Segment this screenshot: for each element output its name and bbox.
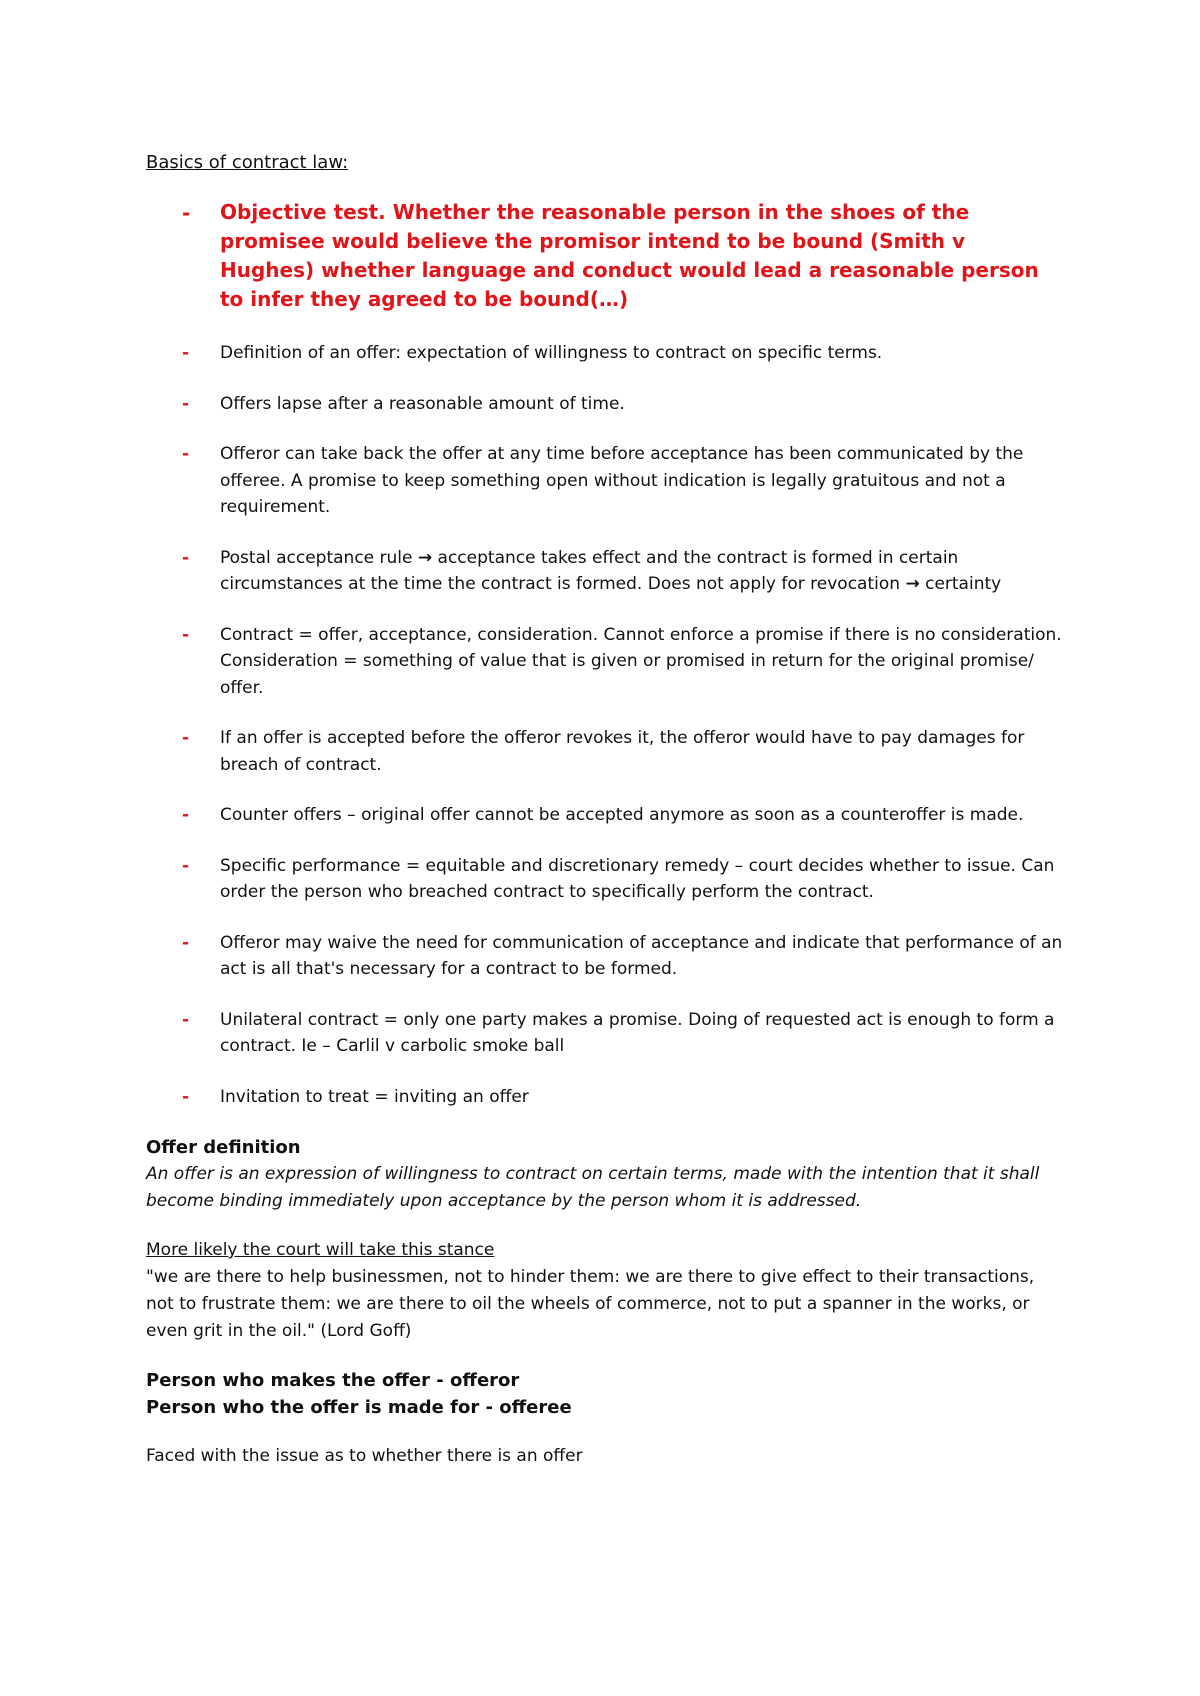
section-subheading: More likely the court will take this stance: [146, 1240, 495, 1260]
list-item-text: Counter offers – original offer cannot be accepted anymore as soon as a counteroffer is made.: [220, 805, 1024, 825]
list-item-text: Contract = offer, acceptance, consideration. Cannot enforce a promise if there is no consideration. Consideration = something of value that is given or promised in return for the original promise/ offer.: [220, 624, 1062, 698]
list-item-text: Invitation to treat = inviting an offer: [220, 1086, 529, 1107]
list-item-waive-communication: [146, 930, 1066, 983]
list-item-damages: [146, 725, 1066, 778]
list-item-text: Unilateral contract = only one party makes a promise. Doing of requested act is enough to form a contract. Ie – Carlil v carbolic smoke ball: [220, 1009, 1055, 1056]
bullet-dash: -: [182, 547, 190, 568]
offeror-line: Person who makes the offer - offeror: [146, 1370, 520, 1391]
list-item-text: Definition of an offer: expectation of willingness to contract on specific terms.: [220, 343, 883, 363]
list-item-specific-performance: [146, 853, 1066, 906]
arrow-right-icon: →: [417, 547, 433, 568]
bullet-dash: -: [182, 343, 190, 363]
bullet-dash: -: [182, 201, 191, 225]
list-item-text-part: certainty: [919, 574, 1002, 594]
list-item-counter-offers: [146, 802, 1066, 829]
bullet-dash: -: [182, 1009, 190, 1030]
offeree-line: Person who the offer is made for - offeree: [146, 1397, 572, 1418]
arrow-right-icon: →: [905, 574, 920, 594]
bullet-dash: -: [182, 932, 190, 953]
list-item-offer-definition: [146, 340, 1066, 367]
list-item-text: Offeror may waive the need for communication of acceptance and indicate that performance of an act is all that's necessary for a contract to be formed.: [220, 932, 1063, 979]
bullet-dash: -: [182, 393, 190, 414]
list-item-offeror-revoke: [146, 441, 1066, 521]
quote-text: "we are there to help businessmen, not to hinder them: we are there to give effect to their transactions, not to frustrate them: we are there to oil the wheels of commerce, not to put a spanner in the works, or even grit in the oil." (Lord Goff): [146, 1267, 1035, 1341]
list-item-text: Specific performance = equitable and discretionary remedy – court decides whether to issue. Can order the person who breached contract to specifically perform the contract.: [220, 855, 1055, 902]
list-item-text: If an offer is accepted before the offeror revokes it, the offeror would have to pay damages for breach of contract.: [220, 728, 1025, 775]
roles-section: [146, 1367, 1066, 1421]
court-stance-section: [146, 1237, 1066, 1345]
list-item-invitation-to-treat: [146, 1084, 1066, 1111]
list-item-text-part: acceptance takes effect and the contract is formed in certain circumstances at the time the contract is formed. Does not apply for revocation: [220, 547, 959, 594]
page-title: Basics of contract law:: [146, 152, 349, 173]
list-item-contract-elements: [146, 622, 1066, 702]
bullet-dash: -: [182, 805, 190, 825]
closing-text: Faced with the issue as to whether there is an offer: [146, 1446, 583, 1466]
bullet-dash: -: [182, 624, 190, 645]
bullet-list: [146, 198, 1066, 1110]
bullet-dash: -: [182, 1086, 190, 1107]
list-item-objective-test: [146, 198, 1066, 314]
list-item-postal-rule: [146, 545, 1066, 598]
bullet-dash: -: [182, 444, 190, 464]
offer-definition-section: [146, 1134, 1066, 1215]
bullet-dash: -: [182, 855, 190, 876]
list-item-offers-lapse: [146, 391, 1066, 418]
list-item-unilateral-contract: [146, 1007, 1066, 1060]
bullet-dash: -: [182, 728, 190, 748]
list-item-text-part: Postal acceptance rule: [220, 547, 418, 568]
list-item-text: Offeror can take back the offer at any time before acceptance has been communicated by the offeree. A promise to keep something open without indication is legally gratuitous and not a requirement.: [220, 444, 1024, 517]
definition-text: An offer is an expression of willingness to contract on certain terms, made with the intention that it shall become binding immediately upon acceptance by the person whom it is addressed.: [146, 1164, 1040, 1211]
section-heading: Offer definition: [146, 1137, 301, 1158]
document-body: [146, 150, 1066, 1470]
list-item-text: Objective test. Whether the reasonable person in the shoes of the promisee would believe the promisor intend to be bound (Smith v Hughes) whether language and conduct would lead a reasonable person to infer they agreed to be bound(…): [220, 200, 1039, 311]
list-item-text: Offers lapse after a reasonable amount of time.: [220, 393, 625, 414]
